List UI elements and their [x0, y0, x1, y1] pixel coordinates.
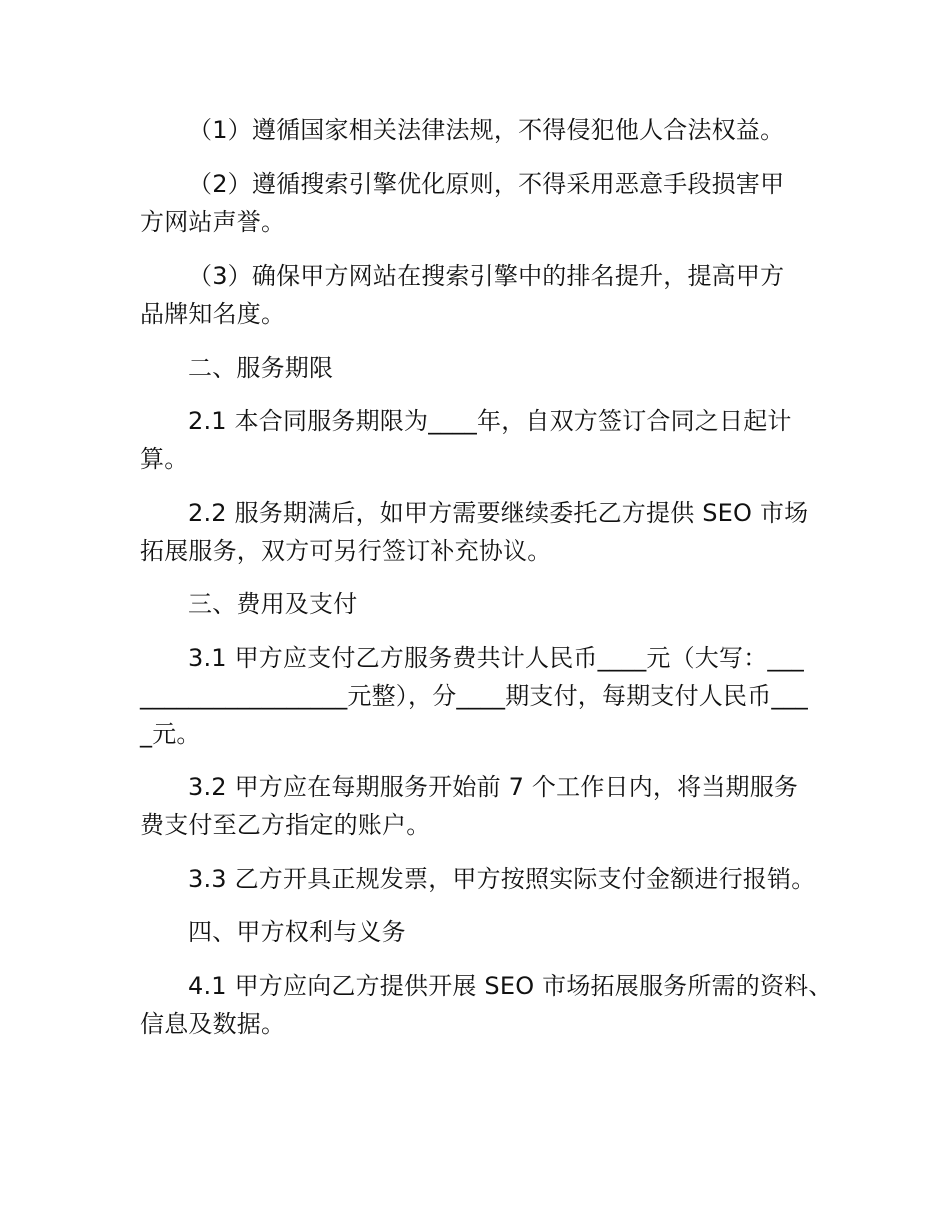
section-heading: 二、服务期限 — [188, 354, 334, 382]
paragraph-line: 方网站声誉。 — [140, 208, 286, 236]
section-heading: 三、费用及支付 — [188, 590, 358, 618]
paragraph-line: 拓展服务，双方可另行签订补充协议。 — [140, 537, 552, 565]
paragraph-line: 费支付至乙方指定的账户。 — [140, 811, 431, 839]
section-heading: 四、甲方权利与义务 — [188, 918, 406, 946]
paragraph-line: （2）遵循搜索引擎优化原则，不得采用恶意手段损害甲 — [188, 170, 785, 198]
paragraph-line: 品牌知名度。 — [140, 300, 286, 328]
paragraph-line: 3.1 甲方应支付乙方服务费共计人民币____元（大写：___ — [188, 644, 804, 672]
paragraph-line: 4.1 甲方应向乙方提供开展 SEO 市场拓展服务所需的资料、 — [188, 972, 833, 1000]
paragraph-line: 信息及数据。 — [140, 1010, 286, 1038]
paragraph-line: （3）确保甲方网站在搜索引擎中的排名提升，提高甲方 — [188, 262, 785, 290]
paragraph-line: _元。 — [140, 720, 201, 748]
paragraph-line: （1）遵循国家相关法律法规，不得侵犯他人合法权益。 — [188, 116, 785, 144]
paragraph-line: 3.3 乙方开具正规发票，甲方按照实际支付金额进行报销。 — [188, 865, 816, 893]
paragraph-line: 算。 — [140, 445, 189, 473]
paragraph-line: 2.1 本合同服务期限为____年，自双方签订合同之日起计 — [188, 407, 792, 435]
paragraph-line: _________________元整），分____期支付，每期支付人民币___ — [140, 682, 808, 710]
paragraph-line: 3.2 甲方应在每期服务开始前 7 个工作日内，将当期服务 — [188, 773, 799, 801]
paragraph-line: 2.2 服务期满后，如甲方需要继续委托乙方提供 SEO 市场 — [188, 499, 809, 527]
